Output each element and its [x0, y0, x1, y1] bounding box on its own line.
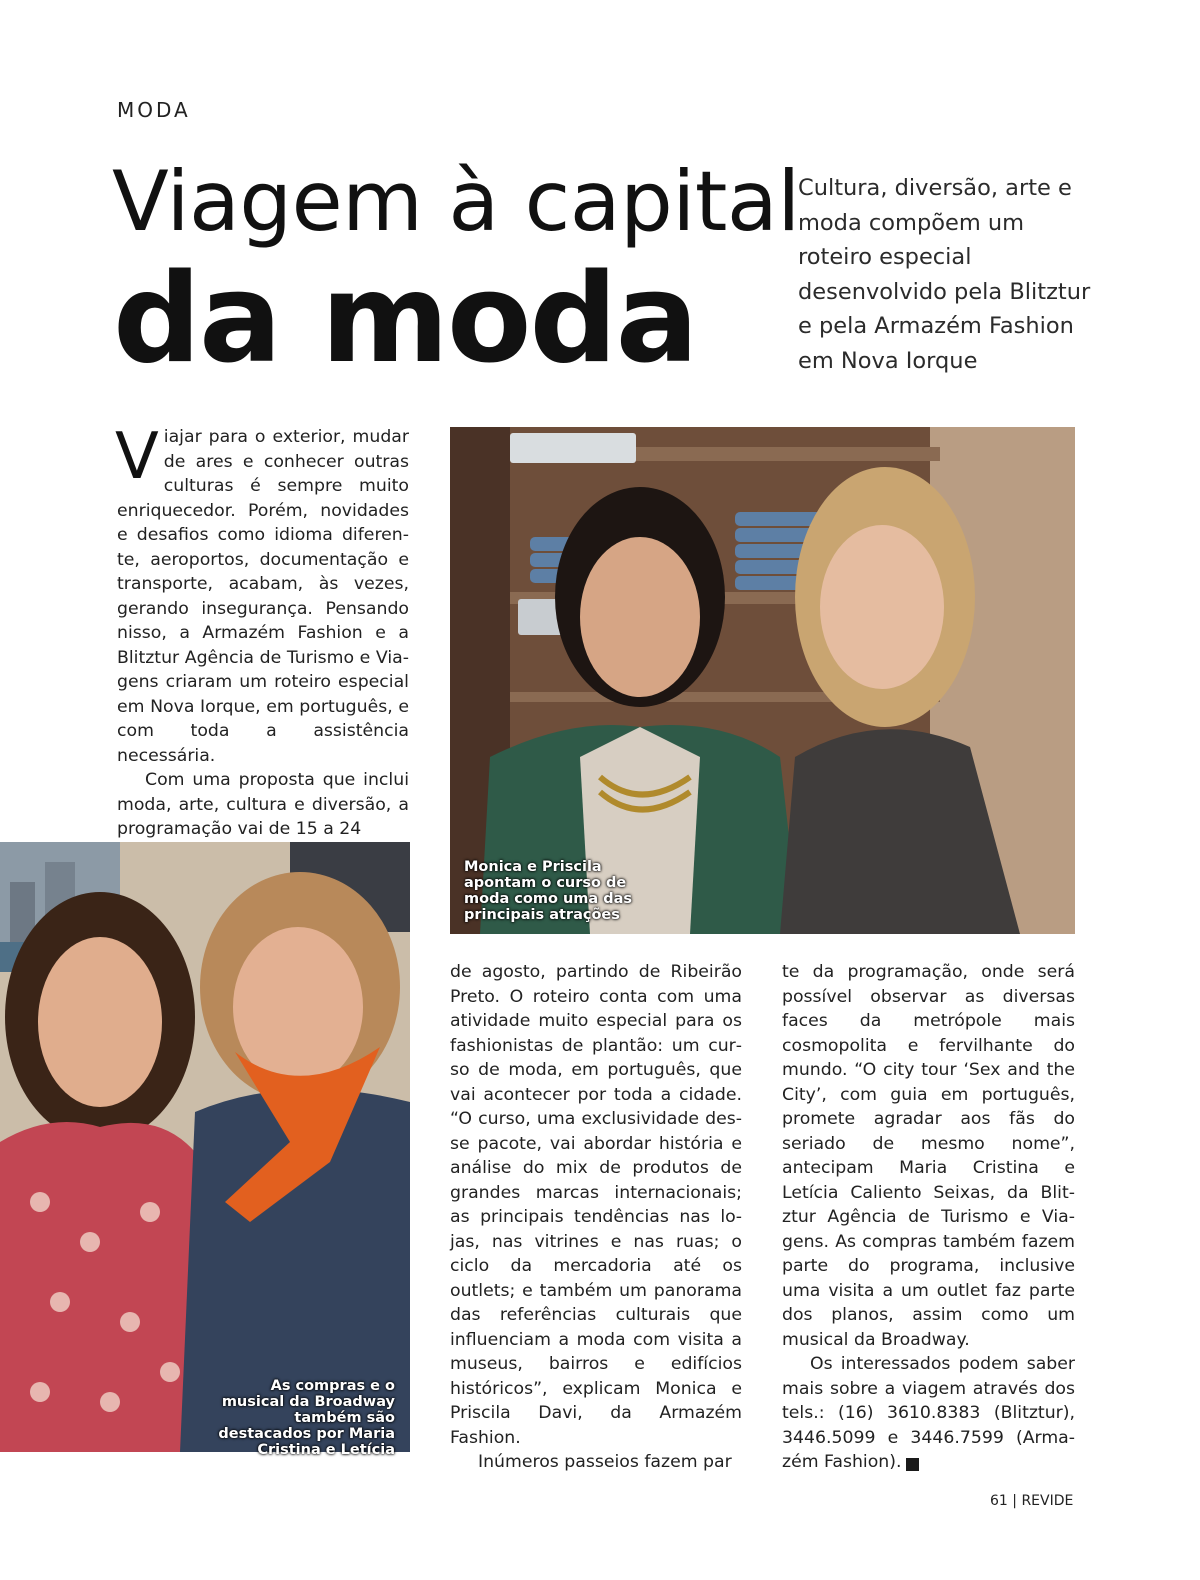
- col2-paragraph-2: Inúmeros passeios fazem par: [478, 1452, 732, 1472]
- article-column-3: [782, 960, 1075, 1475]
- photo-monica-priscila-illustration: [450, 427, 1075, 934]
- photo-maria-cristina-leticia-illustration: [0, 842, 410, 1452]
- folio-separator: |: [1012, 1493, 1017, 1509]
- photo-monica-priscila-caption: Monica e Priscila apontam o curso de moda como uma das principais atrações: [464, 859, 633, 923]
- subtitle: Cultura, diversão, arte e moda compõem um roteiro especial desenvolvido pela Blitztur e pela Armazém Fashion em Nova Iorque: [798, 175, 1091, 374]
- photo-maria-cristina-leticia-caption: As compras e o musical da Broadway também são destacados por Maria Cristina e Letícia: [218, 1378, 395, 1458]
- drop-cap: V: [115, 420, 159, 494]
- section-label: MODA: [117, 98, 191, 122]
- col3-paragraph-1: te da programação, onde será possível observar as diversas faces da metrópole mais cosmopolita e fervilhante do mundo. “O city tour ‘Sex and the City’, com guia em português, promete agradar aos fãs do seriado de mesmo nome”, antecipam Maria Cristina e Letícia Caliento Seixas, da Blitztur Agência de Turismo e Viagens. As compras também fazem parte do programa, inclusive uma visita a um outlet faz parte dos planos, assim como um musical da Broadway.: [782, 962, 1075, 1350]
- col1-paragraph-1: iajar para o exterior, mudar de ares e conhecer outras culturas é sempre muito enriquecedor. Porém, novidades e desafios como idioma diferente, aeroportos, documentação e transporte, acabam, às vezes, gerando insegurança. Pensando nisso, a Armazém Fashion e a Blitztur Agência de Turismo e Viagens criaram um roteiro especial em Nova Iorque, em português, e com toda a assistência necessária.: [117, 427, 409, 766]
- article-column-2: [450, 960, 742, 1475]
- article-column-1: [115, 420, 409, 842]
- headline-line-2: da moda: [113, 248, 697, 391]
- photo-monica-priscila: [450, 427, 1075, 934]
- end-mark-icon: r: [906, 1458, 919, 1471]
- col2-paragraph-1: de agosto, partindo de Ribeirão Preto. O roteiro conta com uma atividade muito especial para os fashionistas de plantão: um curso de moda, em português, que vai acontecer por toda a cidade. “O curso, uma exclusividade desse pacote, vai abordar história e análise do mix de produtos de grandes marcas internacionais; as principais tendências nas lojas, nas vitrines e nas ruas; o ciclo da mercadoria até os outlets; e também um panorama das referências culturais que influenciam a moda com visita a museus, bairros e edifícios históricos”, explicam Monica e Priscila Davi, da Armazém Fashion.: [450, 962, 742, 1448]
- col3-paragraph-2: Os interessados podem saber mais sobre a viagem através dos tels.: (16) 3610.8383 (Blitztur), 3446.5099 e 3446.7599 (Armazém Fashion).: [782, 1354, 1075, 1472]
- page-number: 61: [990, 1493, 1008, 1509]
- photo-maria-cristina-leticia: [0, 842, 410, 1452]
- headline-line-1: Viagem à capital: [112, 153, 800, 250]
- col1-paragraph-2: Com uma proposta que inclui moda, arte, cultura e diversão, a programação vai de 15 a 24: [117, 770, 409, 839]
- page-folio: [990, 1493, 1073, 1509]
- magazine-name: REVIDE: [1021, 1493, 1074, 1509]
